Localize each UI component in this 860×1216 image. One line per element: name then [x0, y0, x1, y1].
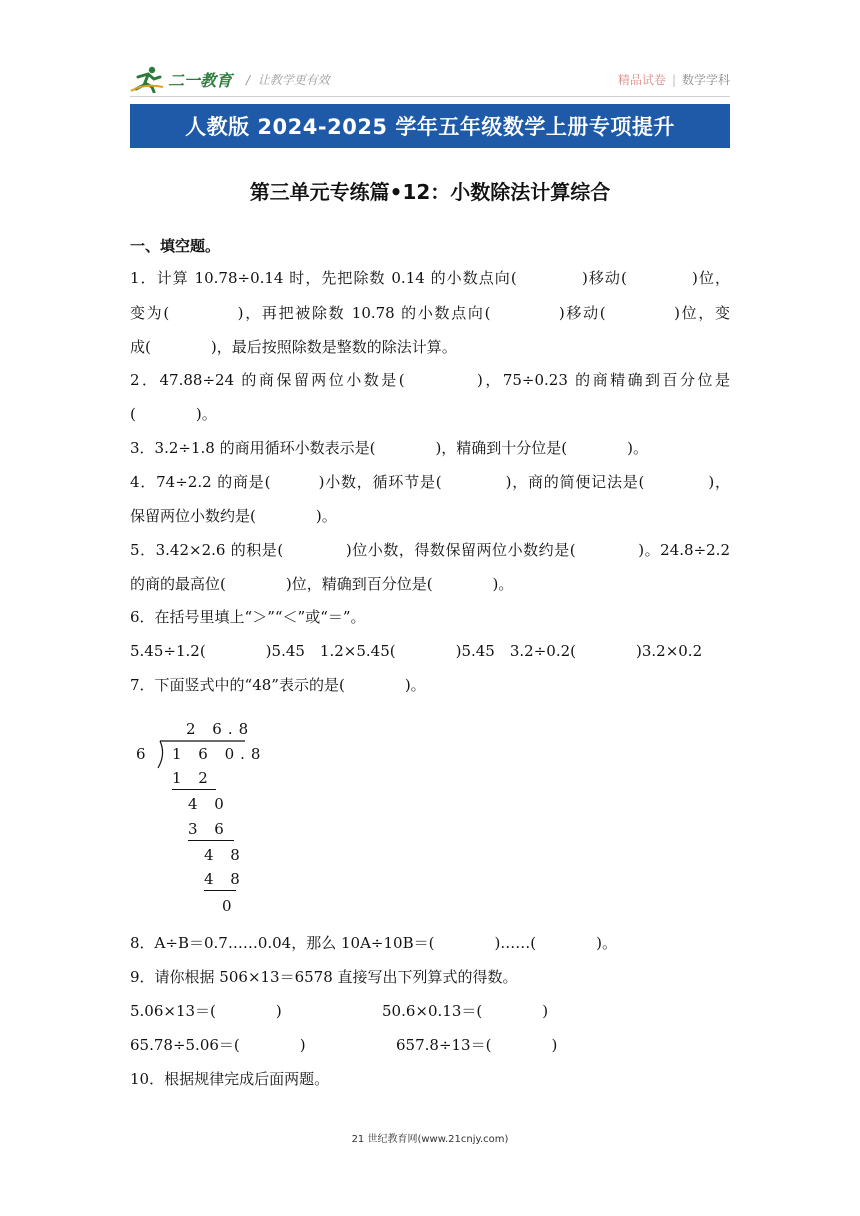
step-5: 4 8 — [204, 870, 246, 888]
question-9-item-d: 657.8÷13＝( ) — [396, 1036, 558, 1054]
question-10-line-1: 10．根据规律完成后面两题。 — [130, 1070, 330, 1088]
slogan: / 让教学更有效 — [246, 72, 330, 87]
question-4-line-2: 保留两位小数约是( )。 — [130, 507, 337, 525]
question-9-item-a: 5.06×13＝( ) — [130, 1002, 282, 1020]
title-banner: 人教版 2024-2025 学年五年级数学上册专项提升 — [130, 104, 730, 148]
header-tags — [618, 71, 730, 88]
step-3: 3 6 — [188, 820, 230, 838]
long-division — [130, 712, 270, 922]
step-2: 4 0 — [188, 795, 230, 813]
question-4-line-1: 4．74÷2.2 的商是( )小数，循环节是( )，商的简便记法是( )， — [130, 473, 730, 491]
question-5-line-2: 的商的最高位( )位，精确到百分位是( )。 — [130, 575, 514, 593]
step-6: 0 — [222, 897, 238, 915]
logo-text: 二一教育 — [168, 70, 233, 90]
dividend: 1 6 0.8 — [172, 745, 267, 763]
step-1: 1 2 — [172, 769, 214, 787]
divisor: 6 — [136, 745, 152, 763]
step-1-rule — [172, 789, 216, 790]
quotient: 2 6.8 — [186, 720, 255, 738]
tag-exam: 精品试卷 — [617, 73, 666, 87]
question-5-line-1: 5．3.42×2.6 的积是( )位小数，得数保留两位小数约是( )。24.8÷2.2 — [130, 541, 730, 559]
tag-divider: | — [671, 73, 676, 87]
runner-logo-icon — [130, 65, 164, 93]
logo — [130, 62, 330, 96]
step-4: 4 8 — [204, 846, 246, 864]
step-5-rule — [204, 890, 236, 891]
question-7-line-1: 7．下面竖式中的“48”表示的是( )。 — [130, 676, 426, 694]
slogan-text: 让教学更有效 — [257, 72, 330, 87]
step-3-rule — [188, 840, 234, 841]
question-6-line-2: 5.45÷1.2( )5.45 1.2×5.45( )5.45 3.2÷0.2( )3.2×0.2 — [130, 642, 703, 660]
header-divider — [130, 96, 730, 97]
question-1-line-2: 变为( )，再把被除数 10.78 的小数点向( )移动( )位，变 — [130, 304, 730, 322]
question-8-line-1: 8．A÷B＝0.7……0.04，那么 10A÷10B＝( )……( )。 — [130, 934, 617, 952]
question-3-line-1: 3．3.2÷1.8 的商用循环小数表示是( )，精确到十分位是( )。 — [130, 439, 649, 457]
question-6-line-1: 6．在括号里填上“＞”“＜”或“＝”。 — [130, 608, 366, 626]
question-1-line-1: 1．计算 10.78÷0.14 时，先把除数 0.14 的小数点向( )移动( )位， — [130, 269, 730, 287]
question-9-line-1: 9．请你根据 506×13＝6578 直接写出下列算式的得数。 — [130, 968, 518, 986]
question-9-item-b: 50.6×0.13＝( ) — [382, 1002, 549, 1020]
section-heading: 一、填空题。 — [130, 237, 221, 255]
page-footer: 21 世纪教育网(www.21cnjy.com) — [351, 1134, 509, 1145]
question-1-line-3: 成( )，最后按照除数是整数的除法计算。 — [130, 338, 457, 356]
tag-subject: 数学学科 — [681, 73, 730, 87]
page-subtitle: 第三单元专练篇•12：小数除法计算综合 — [249, 180, 611, 204]
question-9-item-c: 65.78÷5.06＝( ) — [130, 1036, 306, 1054]
question-2-line-1: 2．47.88÷24 的商保留两位小数是( )，75÷0.23 的商精确到百分位是 — [130, 371, 730, 389]
question-2-line-2: ( )。 — [130, 405, 217, 423]
page-header — [130, 62, 730, 96]
